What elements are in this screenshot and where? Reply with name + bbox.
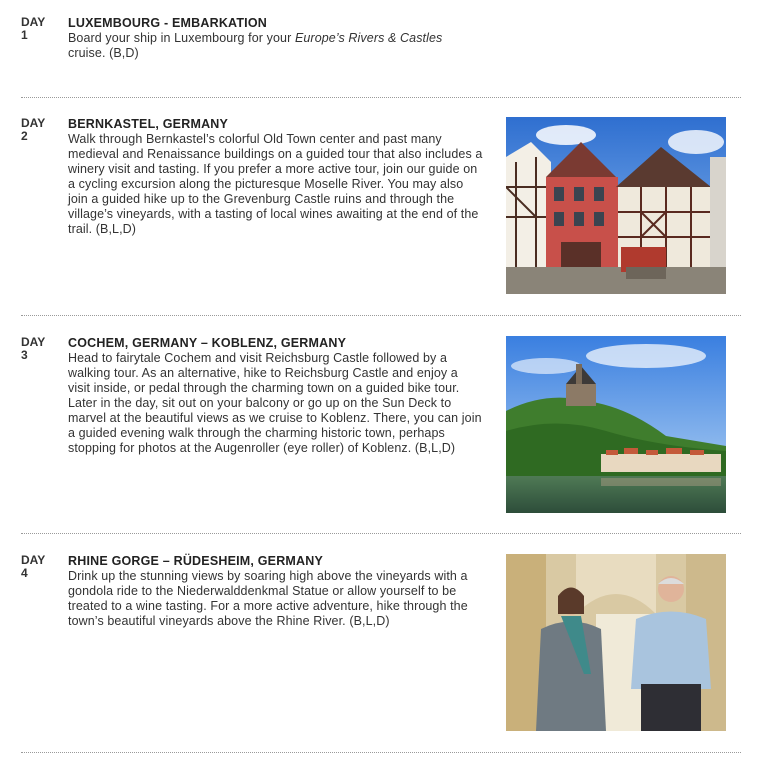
divider [21,533,741,534]
day-description: Board your ship in Luxembourg for your Europe’s Rivers & Castles cruise. (B,D) [68,31,443,60]
day-content [68,117,483,237]
day-description: Walk through Bernkastel’s colorful Old Town center and past many medieval and Renaissance buildings on a guided tour that also includes a winery visit and tasting. If you prefer a more active tour, join our guide on a cycling excursion along the picturesque Moselle River. You may also join a guided hike up to the Grevenburg Castle ruins and through the village’s vineyards, with a tasting of local wines awaiting at the end of the trail. (B,L,D) [68,132,483,236]
day-title: BERNKASTEL, GERMANY [68,117,229,131]
day-label: DAY 1 [21,15,46,42]
day-content [68,16,483,61]
day-label: DAY 2 [21,116,46,143]
day-content [68,336,483,456]
divider [21,752,741,753]
day-title: RHINE GORGE – RÜDESHEIM, GERMANY [68,554,324,568]
day-content [68,554,483,629]
cochem-photo [506,336,726,513]
day-label: DAY 3 [21,335,46,362]
divider [21,315,741,316]
day-description: Drink up the stunning views by soaring high above the vineyards with a gondola ride to the Niederwalddenkmal Statue or allow yourself to be treated to a wine tasting. For a more active adventure, hike through the town’s beautiful vineyards above the Rhine River. (B,L,D) [68,569,468,628]
day-label: DAY 4 [21,553,46,580]
day-title: COCHEM, GERMANY – KOBLENZ, GERMANY [68,336,347,350]
day-title: LUXEMBOURG - EMBARKATION [68,16,268,30]
divider [21,97,741,98]
couple-photo [506,554,726,731]
bernkastel-photo [506,117,726,294]
day-description: Head to fairytale Cochem and visit Reichsburg Castle followed by a walking tour. As an alternative, hike to Reichsburg Castle and enjoy a visit inside, or pedal through the charming town on a guided bike tour. Later in the day, sit out on your balcony or go up on the Sun Deck to marvel at the beautiful views as we cruise to Koblenz. There, you can join a guided evening walk through the charming historic town, perhaps stopping for photos at the Augenroller (eye roller) of Koblenz. (B,L,D) [68,351,482,455]
